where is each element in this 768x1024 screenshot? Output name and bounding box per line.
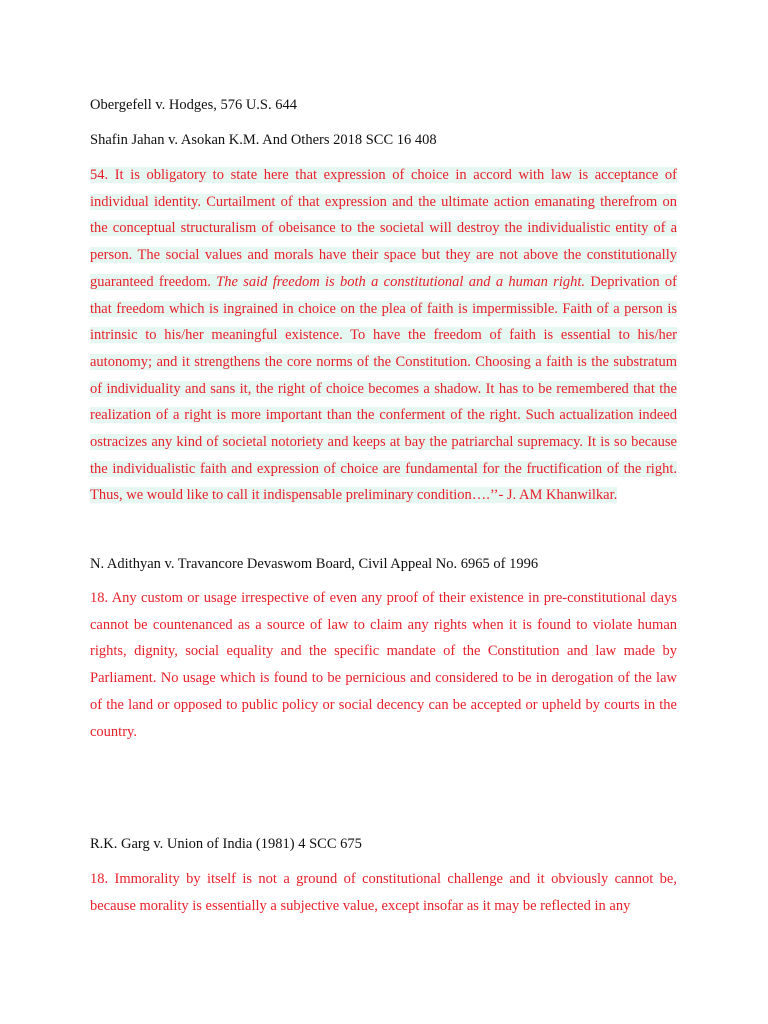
citation-adithyan: N. Adithyan v. Travancore Devaswom Board, Civil Appeal No. 6965 of 1996 xyxy=(90,556,539,572)
quote-text-part-1: 54. It is obligatory to state here that expression of choice in accord with law is acceptance of individual identity. Curtailment of that expression and the ultimate action emanating therefrom on the conceptual structuralism of obeisance to the societal will destroy the individualistic entity of a person. The social values and morals have their space but they are not above the constitutionally guaranteed freedom. xyxy=(90,167,677,290)
highlighted-quote-text xyxy=(90,167,677,503)
quote-italic-text: The said freedom is both a constitutional and a human right. xyxy=(216,273,585,290)
citation-shafin-jahan: Shafin Jahan v. Asokan K.M. And Others 2018 SCC 16 408 xyxy=(90,132,437,148)
citation-obergefell: Obergefell v. Hodges, 576 U.S. 644 xyxy=(90,97,298,113)
citation-rk-garg: R.K. Garg v. Union of India (1981) 4 SCC 675 xyxy=(90,836,362,852)
quote-adithyan: 18. Any custom or usage irrespective of even any proof of their existence in pre-constitutional days cannot be countenanced as a source of law to claim any rights when it is found to violate human rights, dignity, social equality and the specific mandate of the Constitution and law made by Parliament. No usage which is found to be pernicious and considered to be in derogation of the law of the land or opposed to public policy or social decency can be accepted or upheld by courts in the country. xyxy=(90,590,677,740)
quote-text-part-2: Deprivation of that freedom which is ingrained in choice on the plea of faith is impermissible. Faith of a person is intrinsic to his/her meaningful existence. To have the freedom of faith is essential to his/her autonomy; and it strengthens the core norms of the Constitution. Choosing a faith is the substratum of individuality and sans it, the right of choice becomes a shadow. It has to be remembered that the realization of a right is more important than the conferment of the right. Such actualization indeed ostracizes any kind of societal notoriety and keeps at bay the patriarchal supremacy. It is so because the individualistic faith and expression of choice are fundamental for the fructification of the right. Thus, we would like to call it indispensable preliminary condition….’’- J. AM Khanwilkar. xyxy=(90,273,677,504)
quote-rk-garg: 18. Immorality by itself is not a ground of constitutional challenge and it obviously cannot be, because morality is essentially a subjective value, except insofar as it may be reflected in any xyxy=(90,871,677,914)
quote-shafin-jahan xyxy=(90,162,677,509)
